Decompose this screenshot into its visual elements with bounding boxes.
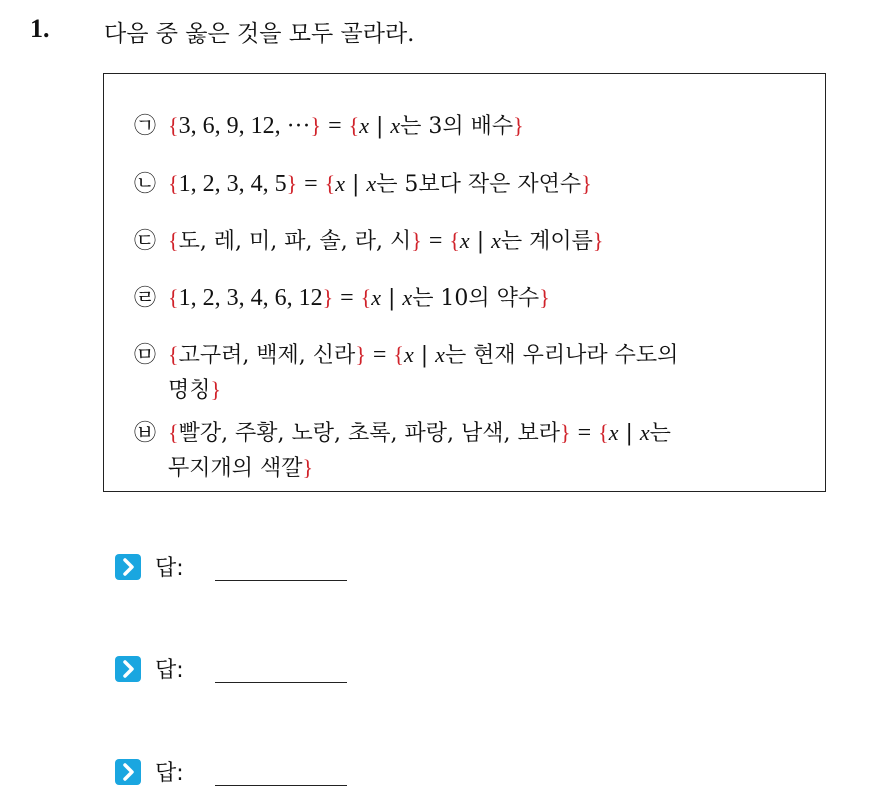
set-condition-cont: 명칭 [168,378,211,403]
set-condition: 는 계이름 [500,229,593,254]
equals-sign: = [577,420,592,446]
set-bar: | [375,114,384,139]
set-open-brace: { [168,342,179,367]
chevron-right-icon [115,656,141,682]
set-close-brace: } [286,171,298,196]
equals-sign: = [340,285,354,311]
equals-sign: = [328,113,342,139]
set-bar: | [352,172,360,197]
continuation-line [134,373,678,408]
set-open-brace: { [598,420,609,445]
set-variable: x [402,285,413,310]
set-bar: | [388,286,396,311]
equals-sign: = [372,342,387,368]
set-open-brace: { [168,113,179,138]
question-number: 1. [30,14,50,43]
answer-blank[interactable] [215,785,347,786]
set-elements: 1, 2, 3, 4, 6, 12 [178,285,323,311]
choice-item-4 [134,281,550,316]
set-variable: x [459,228,470,253]
set-open-brace: { [168,228,179,253]
continuation-line [134,451,671,486]
set-variable: x [403,342,414,367]
question-text: 다음 중 옳은 것을 모두 골라라. [104,21,415,47]
set-open-brace: { [324,171,336,196]
answer-label: 답: [155,556,184,581]
choice-marker: ㉤ [134,343,157,368]
choices-box [103,73,826,492]
equals-sign: = [304,171,318,197]
set-close-brace: } [302,455,314,480]
set-close-brace: } [539,285,550,310]
set-elements: 3, 6, 9, 12, ··· [178,113,311,139]
choice-item-5 [134,338,678,408]
set-open-brace: { [168,171,179,196]
answer-label: 답: [155,761,184,786]
set-condition: 는 현재 우리나라 수도의 [444,343,679,368]
set-elements: 고구려, 백제, 신라 [178,343,356,368]
set-variable: x [335,171,345,196]
set-condition-cont: 무지개의 색깔 [168,456,303,481]
set-close-brace: } [411,228,422,253]
set-condition: 는 3의 배수 [400,114,514,139]
set-close-brace: } [581,171,592,196]
set-open-brace: { [348,113,360,138]
answer-label: 답: [155,658,184,683]
choice-item-3 [134,224,603,259]
set-close-brace: } [310,113,322,138]
chevron-right-icon [115,554,141,580]
set-elements: 도, 레, 미, 파, 솔, 라, 시 [178,229,412,254]
set-variable: x [435,342,445,367]
choice-marker: ㉢ [134,229,157,254]
choice-marker: ㉥ [134,421,157,446]
set-bar: | [420,343,429,368]
set-variable: x [371,285,381,310]
set-elements: 빨강, 주황, 노랑, 초록, 파랑, 남색, 보라 [178,421,561,446]
set-close-brace: } [322,285,334,310]
set-variable: x [608,420,619,445]
set-bar: | [625,421,633,446]
chevron-right-icon [115,759,141,785]
set-open-brace: { [168,420,179,445]
choice-item-6 [134,416,671,486]
set-close-brace: } [355,342,366,367]
answer-blank[interactable] [215,682,347,683]
equals-sign: = [428,228,443,254]
set-open-brace: { [360,285,372,310]
set-close-brace: } [560,420,571,445]
set-open-brace: { [449,228,460,253]
set-condition: 는 10의 약수 [412,286,540,311]
set-close-brace: } [513,113,524,138]
set-open-brace: { [393,342,404,367]
set-condition: 는 [649,421,671,446]
choice-item-2 [134,167,592,202]
choice-marker: ㉠ [134,114,157,139]
set-close-brace: } [210,377,222,402]
choice-marker: ㉡ [134,172,157,197]
set-variable: x [639,420,650,445]
set-open-brace: { [168,285,179,310]
set-variable: x [359,113,369,138]
set-variable: x [366,171,377,196]
choice-item-1 [134,109,524,144]
set-variable: x [491,228,501,253]
choice-marker: ㉣ [134,286,157,311]
set-close-brace: } [592,228,604,253]
set-elements: 1, 2, 3, 4, 5 [178,171,287,197]
answer-blank[interactable] [215,580,347,581]
set-bar: | [476,229,485,254]
set-variable: x [390,113,401,138]
set-condition: 는 5보다 작은 자연수 [376,172,582,197]
